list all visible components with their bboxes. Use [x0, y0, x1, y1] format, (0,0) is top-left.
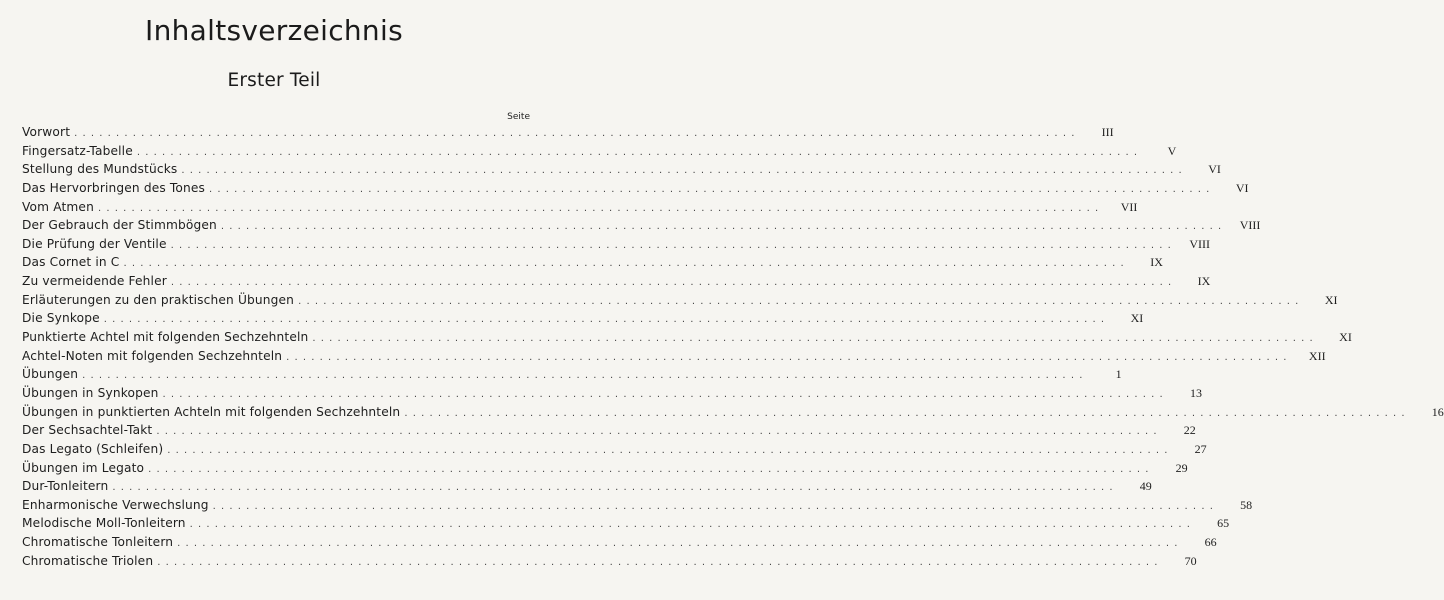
toc-entry-title: Die Prüfung der Ventile — [22, 236, 167, 251]
toc-entry-page: XII — [1308, 348, 1326, 363]
toc-entry-page: XI — [1339, 330, 1352, 345]
dot-leader: ........................................................................................................................ — [148, 463, 1154, 475]
dot-leader: ........................................................................................................................ — [103, 314, 1110, 326]
toc-entry-title: Übungen — [22, 367, 79, 382]
toc-entry-title: Vom Atmen — [22, 199, 94, 214]
toc-entry-page: V — [1167, 143, 1177, 158]
toc-entry-page: 66 — [1204, 535, 1217, 550]
toc-entry-page: 49 — [1139, 479, 1152, 494]
dot-leader: ........................................................................................................................ — [181, 165, 1187, 177]
toc-entry-page: 58 — [1240, 497, 1253, 512]
dot-leader: ........................................................................................................................ — [286, 351, 1292, 363]
toc-entry — [22, 347, 1326, 366]
toc-entry — [22, 328, 1352, 347]
toc-entry-title: Das Cornet in C — [22, 255, 120, 270]
toc-entry-title: Erläuterungen zu den praktischen Übungen — [22, 292, 295, 307]
toc-entry-page: 13 — [1189, 385, 1202, 400]
dot-leader: ........................................................................................................................ — [189, 519, 1196, 531]
toc-entry-page: XI — [1324, 292, 1338, 307]
toc-entry-page: VI — [1235, 180, 1249, 195]
toc-entry-title: Der Sechsachtel-Takt — [22, 423, 153, 438]
toc-entry-title: Vorwort — [22, 125, 71, 139]
toc-entry-title: Melodische Moll-Tonleitern — [22, 516, 186, 531]
toc-entry — [22, 291, 1338, 310]
toc-entry-title: Übungen im Legato — [22, 460, 145, 475]
toc-entry — [22, 160, 1221, 179]
toc-entry — [22, 459, 1188, 478]
toc-entry-page: IX — [1197, 274, 1211, 289]
toc-entry-title: Chromatische Tonleitern — [22, 535, 174, 550]
dot-leader: ........................................................................................................................ — [212, 500, 1219, 512]
toc-entry-title: Die Synkope — [22, 311, 100, 326]
toc-entry-page: 29 — [1175, 460, 1188, 475]
toc-entry — [22, 365, 1122, 384]
toc-entry-page: IX — [1150, 255, 1163, 270]
toc-entry-title: Achtel-Noten mit folgenden Sechzehnteln — [22, 348, 283, 363]
toc-entry — [22, 235, 1211, 254]
toc-entry-page: XI — [1130, 311, 1144, 326]
toc-entry-page: 27 — [1194, 441, 1207, 456]
section-heading: Erster Teil — [227, 70, 321, 91]
dot-leader: ........................................................................................................................ — [97, 202, 1104, 214]
toc-entry — [22, 403, 1444, 422]
toc-entry-page: 65 — [1217, 516, 1230, 531]
toc-entry-page: 16 — [1431, 404, 1444, 419]
dot-leader: ........................................................................................................................ — [156, 426, 1162, 438]
dot-leader: ........................................................................................................................ — [177, 538, 1183, 550]
dot-leader: ........................................................................................................................ — [404, 407, 1410, 419]
toc-entry-title: Das Legato (Schleifen) — [22, 441, 164, 456]
dot-leader: ........................................................................................................................ — [167, 444, 1173, 456]
toc-entry — [22, 198, 1138, 217]
toc-entry-title: Punktierte Achtel mit folgenden Sechzehnteln — [22, 330, 309, 345]
dot-leader: ........................................................................................................................ — [82, 370, 1088, 382]
toc-entry-title: Der Gebrauch der Stimmbögen — [22, 218, 217, 233]
dot-leader: ........................................................................................................................ — [74, 128, 1080, 139]
toc-entry — [22, 440, 1207, 459]
dot-leader: ........................................................................................................................ — [220, 221, 1227, 233]
dot-leader: ........................................................................................................................ — [162, 388, 1168, 400]
toc-entry-title: Chromatische Triolen — [22, 553, 154, 568]
toc-entry — [22, 421, 1196, 440]
toc-entry — [22, 384, 1202, 403]
toc-entry-title: Das Hervorbringen des Tones — [22, 180, 206, 195]
toc-entry-page: 70 — [1184, 553, 1197, 568]
toc-entry-page: 22 — [1183, 423, 1196, 438]
toc-entry — [22, 533, 1217, 552]
dot-leader: ........................................................................................................................ — [170, 277, 1177, 289]
dot-leader: ........................................................................................................................ — [112, 482, 1118, 494]
toc-entry-title: Stellung des Mundstücks — [22, 162, 178, 177]
toc-entry-title: Enharmonische Verwechslung — [22, 497, 209, 512]
toc-entry — [22, 496, 1253, 515]
toc-entry — [22, 477, 1152, 496]
toc-entry-page: VIII — [1239, 218, 1261, 233]
table-of-contents — [22, 123, 1444, 570]
toc-entry-title: Dur-Tonleitern — [22, 479, 109, 494]
toc-entry-page: VI — [1208, 162, 1221, 177]
toc-entry-page: 1 — [1115, 367, 1122, 382]
toc-entry-title: Zu vermeidende Fehler — [22, 274, 167, 289]
toc-entry — [22, 514, 1230, 533]
toc-entry-title: Übungen in Synkopen — [22, 385, 159, 400]
toc-entry-page: III — [1101, 125, 1114, 139]
dot-leader: ........................................................................................................................ — [312, 333, 1318, 345]
toc-entry-page: VII — [1120, 199, 1138, 214]
toc-entry — [22, 272, 1211, 291]
dot-leader: ........................................................................................................................ — [298, 295, 1304, 307]
toc-entry — [22, 309, 1144, 328]
dot-leader: ........................................................................................................................ — [209, 183, 1215, 195]
toc-entry — [22, 552, 1197, 571]
toc-entry — [22, 123, 1114, 142]
dot-leader: ........................................................................................................................ — [123, 258, 1129, 270]
toc-entry-page: VIII — [1189, 236, 1211, 251]
dot-leader: ........................................................................................................................ — [157, 556, 1163, 568]
document-title: Inhaltsverzeichnis — [145, 14, 403, 47]
toc-entry-title: Fingersatz-Tabelle — [22, 143, 133, 158]
toc-entry — [22, 216, 1261, 235]
dot-leader: ........................................................................................................................ — [136, 146, 1143, 158]
toc-entry — [22, 142, 1177, 161]
dot-leader: ........................................................................................................................ — [170, 239, 1177, 251]
toc-entry — [22, 179, 1249, 198]
toc-entry — [22, 253, 1163, 272]
page-column-header: Seite — [507, 112, 530, 122]
toc-entry-title: Übungen in punktierten Achteln mit folgenden Sechzehnteln — [22, 404, 401, 419]
